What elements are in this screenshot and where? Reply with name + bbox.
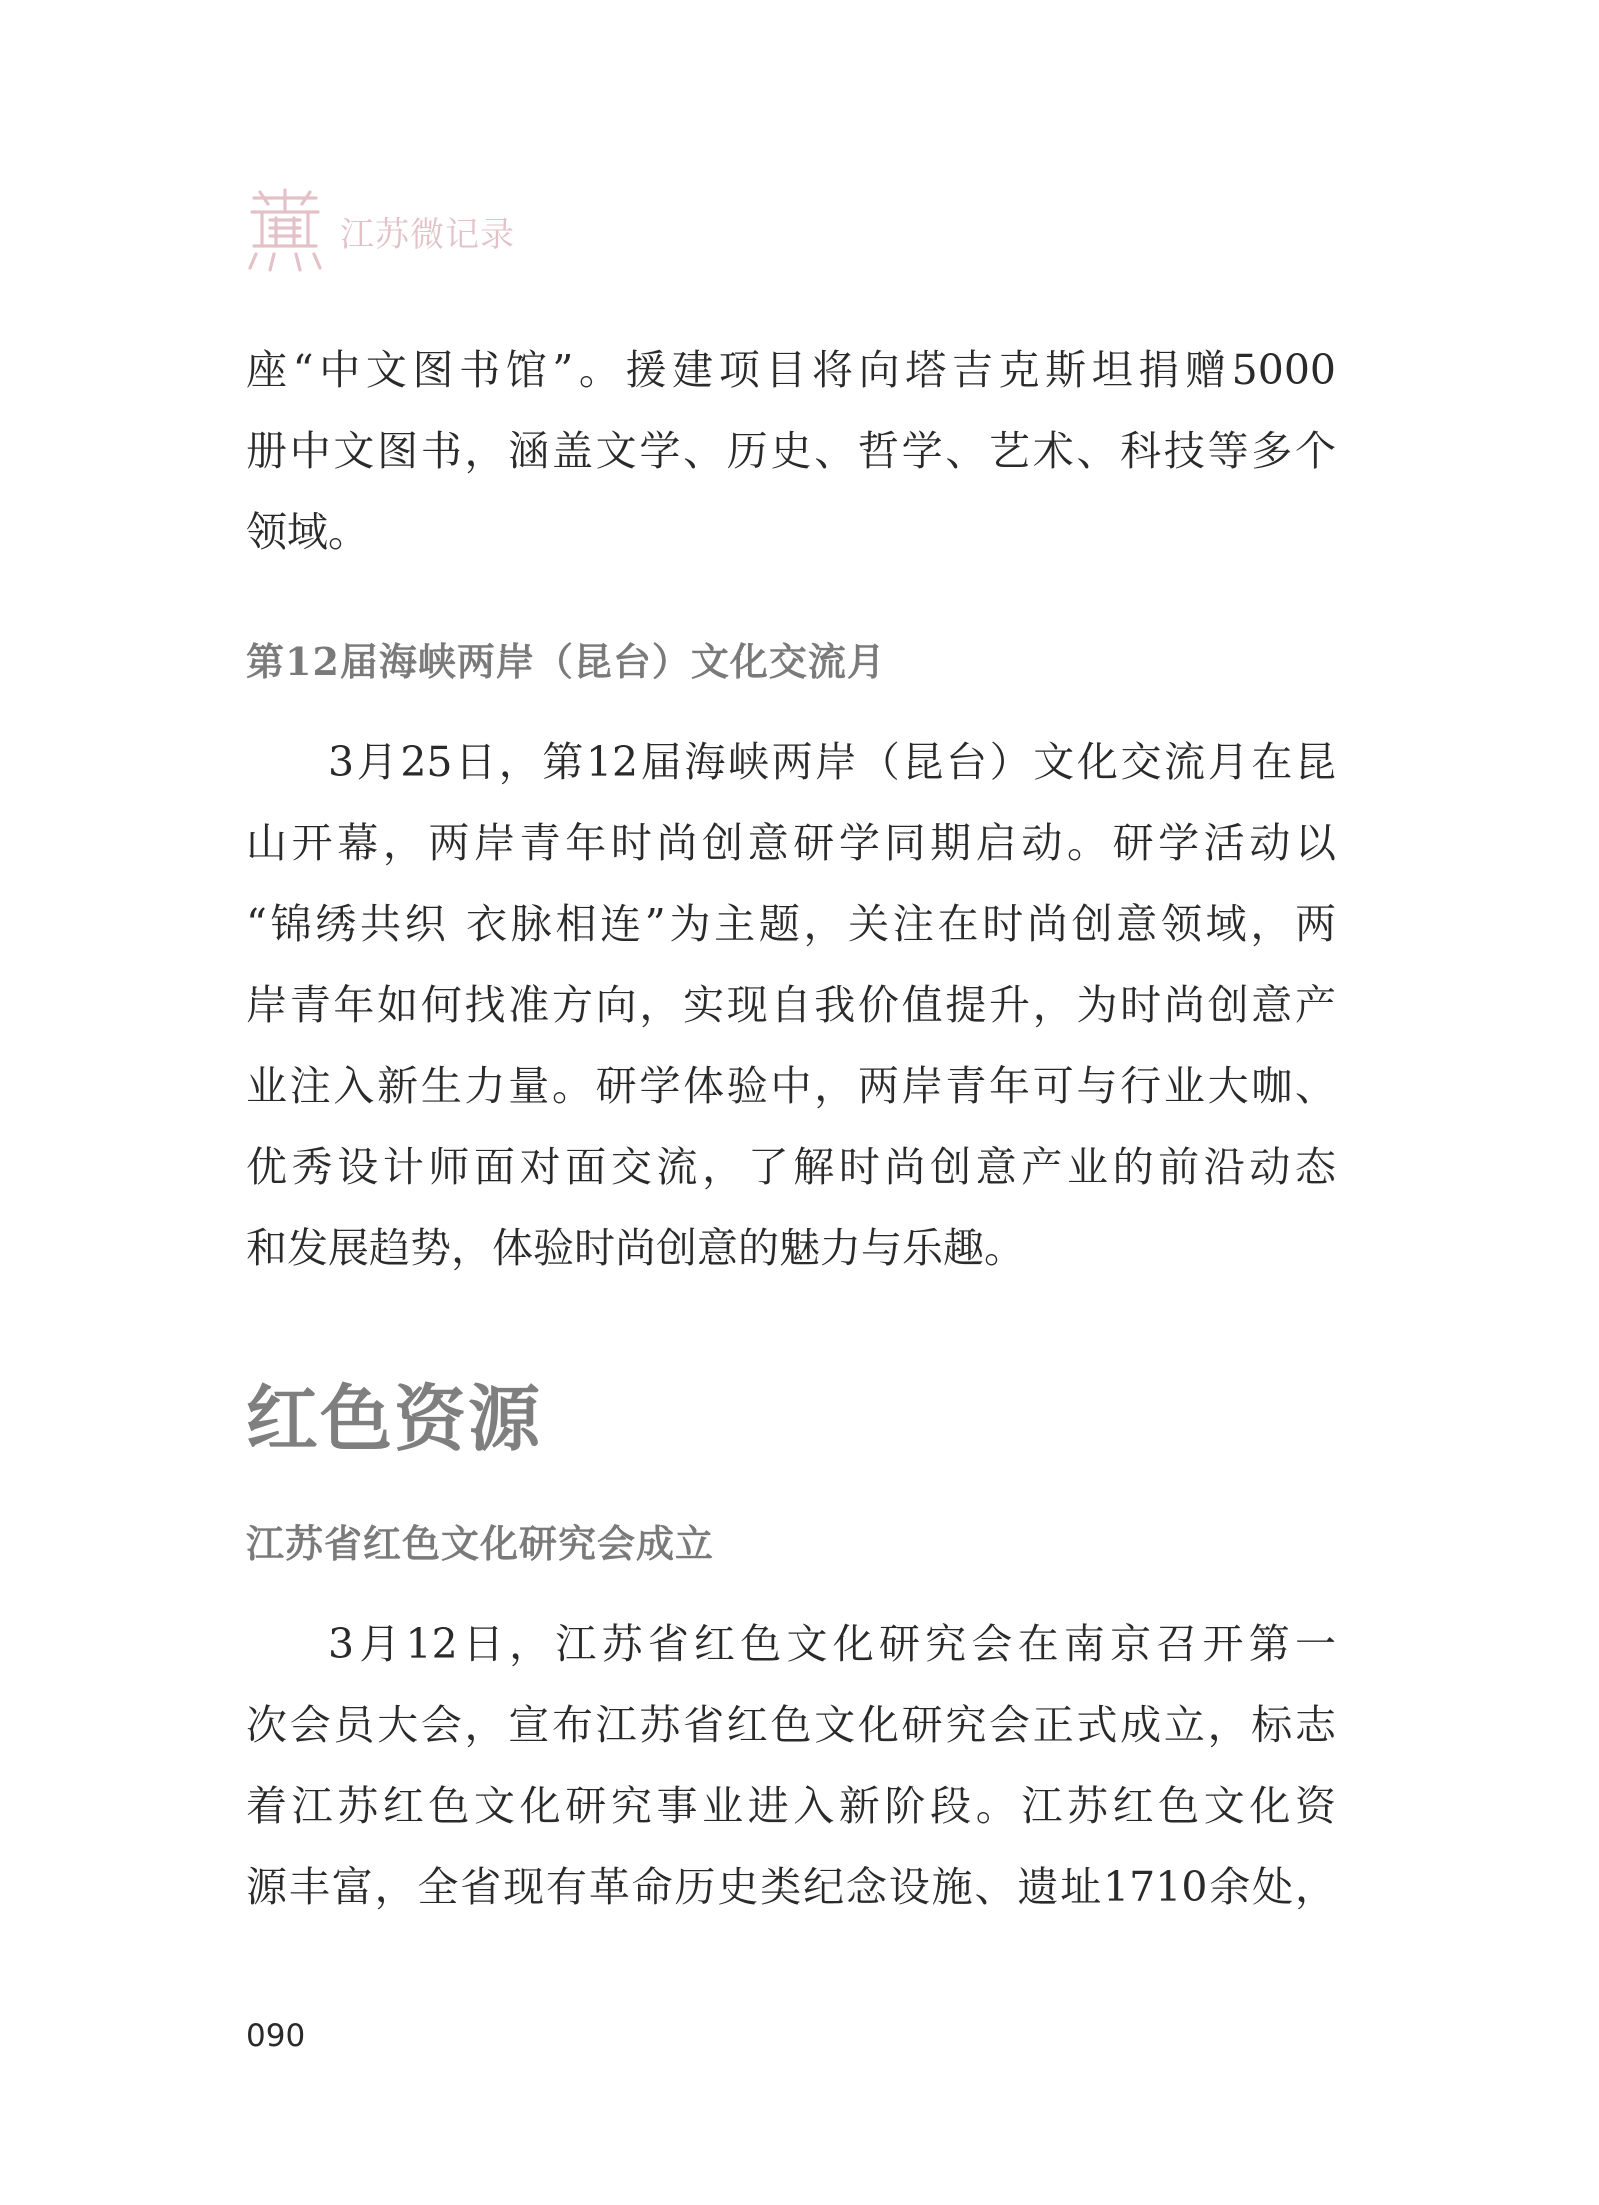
running-header-title: 江苏微记录	[340, 214, 515, 255]
text-line: 座“中文图书馆”。援建项目将向塔吉克斯坦捐赠5000	[246, 346, 1336, 394]
running-header	[246, 186, 515, 276]
paragraph-library-donation	[246, 330, 1336, 573]
subheading-red-culture-society: 江苏省红色文化研究会成立	[246, 1521, 715, 1566]
text-line: 源丰富，全省现有革命历史类纪念设施、遗址1710余处，	[246, 1863, 1336, 1911]
section-title-red-resources: 红色资源	[246, 1377, 543, 1461]
subheading-cross-strait-culture-month: 第12届海峡两岸（昆台）文化交流月	[246, 639, 886, 684]
text-line: 和发展趋势，体验时尚创意的魅力与乐趣。	[246, 1224, 1025, 1272]
text-line: 业注入新生力量。研学体验中，两岸青年可与行业大咖、	[246, 1062, 1336, 1110]
text-line: “锦绣共织 衣脉相连”为主题，关注在时尚创意领域，两	[246, 900, 1336, 948]
page-content	[246, 330, 1336, 1928]
text-line: 优秀设计师面对面交流，了解时尚创意产业的前沿动态	[246, 1143, 1336, 1191]
text-line: 3月12日，江苏省红色文化研究会在南京召开第一	[328, 1620, 1336, 1668]
text-line: 领域。	[246, 508, 369, 556]
text-line: 册中文图书，涵盖文学、历史、哲学、艺术、科技等多个	[246, 427, 1336, 475]
pink-seal-logo-icon	[246, 188, 324, 274]
paragraph-red-culture-society	[246, 1604, 1336, 1928]
page-number: 090	[246, 2018, 306, 2054]
text-line: 山开幕，两岸青年时尚创意研学同期启动。研学活动以	[246, 819, 1336, 867]
text-line: 着江苏红色文化研究事业进入新阶段。江苏红色文化资	[246, 1782, 1336, 1830]
paragraph-cross-strait-culture-month	[246, 722, 1336, 1289]
text-line: 3月25日，第12届海峡两岸（昆台）文化交流月在昆	[328, 738, 1336, 786]
text-line: 次会员大会，宣布江苏省红色文化研究会正式成立，标志	[246, 1701, 1336, 1749]
text-line: 岸青年如何找准方向，实现自我价值提升，为时尚创意产	[246, 981, 1336, 1029]
